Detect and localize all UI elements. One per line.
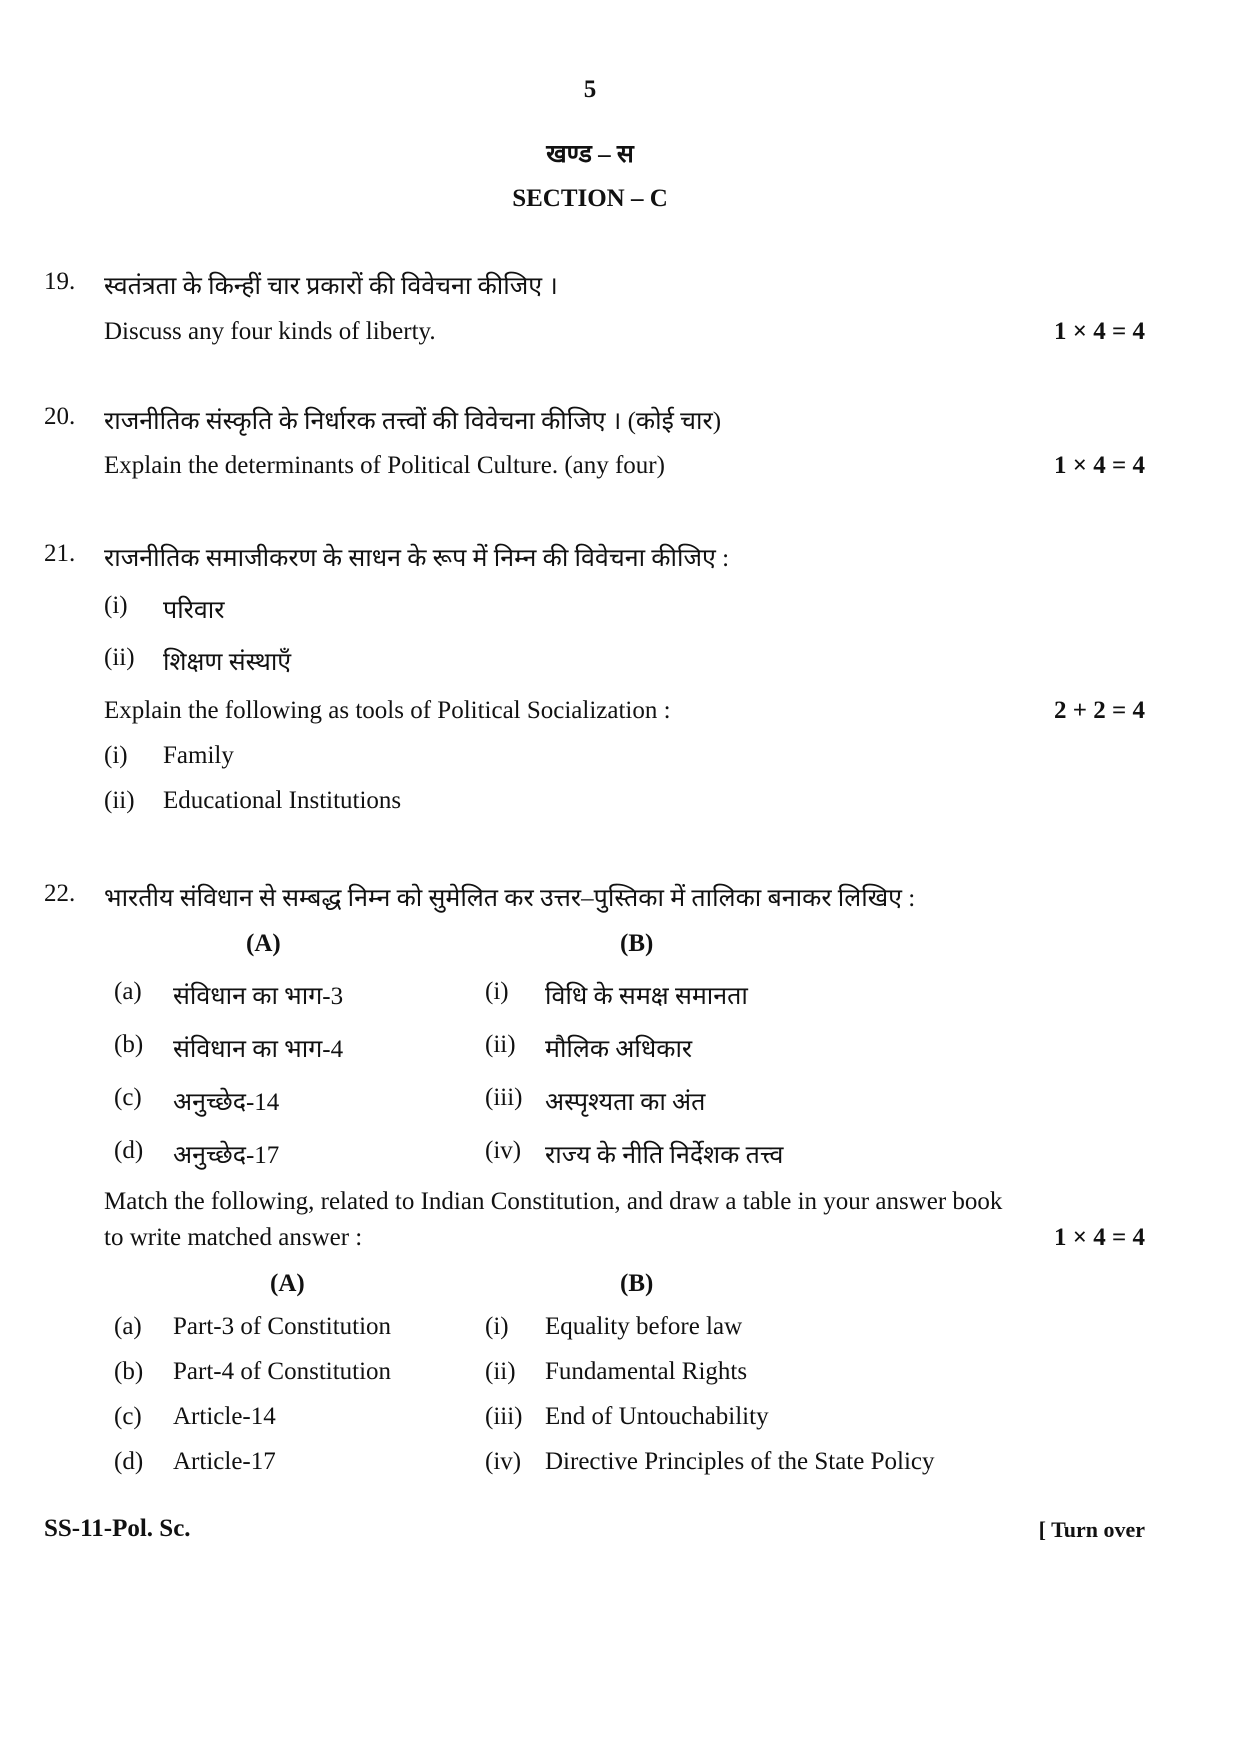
list-item-label: (i) — [104, 592, 128, 619]
question-number: 21. — [44, 540, 76, 567]
match-b-text: Fundamental Rights — [545, 1358, 748, 1385]
page-number: 5 — [583, 76, 597, 103]
match-b-text: Directive Principles of the State Policy — [545, 1448, 935, 1475]
question-text-hindi: भारतीय संविधान से सम्बद्ध निम्न को सुमेलित कर उत्तर–पुस्तिका में तालिका बनाकर लिखिए : — [104, 885, 916, 912]
question-text-hindi: राजनीतिक संस्कृति के निर्धारक तत्त्वों की विवेचना कीजिए । (कोई चार) — [104, 408, 722, 435]
question-text-english: Match the following, related to Indian Constitution, and draw a table in your answer book — [104, 1188, 1003, 1215]
match-a-text: संविधान का भाग-4 — [173, 1036, 344, 1063]
list-item-label: (ii) — [104, 787, 135, 814]
match-b-label: (ii) — [485, 1031, 516, 1058]
question-text-hindi: स्वतंत्रता के किन्हीं चार प्रकारों की विवेचना कीजिए । — [104, 273, 558, 300]
question-marks: 1 × 4 = 4 — [1054, 1224, 1145, 1251]
match-a-text: अनुच्छेद-17 — [173, 1142, 280, 1169]
question-number: 19. — [44, 268, 76, 295]
match-a-label: (b) — [114, 1358, 144, 1385]
list-item-text: Educational Institutions — [163, 787, 402, 814]
match-a-text: Part-3 of Constitution — [173, 1313, 392, 1340]
list-item-text: Family — [163, 742, 234, 769]
match-a-label: (b) — [114, 1031, 144, 1058]
list-item-text: शिक्षण संस्थाएँ — [163, 649, 292, 676]
match-a-text: Article-17 — [173, 1448, 276, 1475]
column-b-heading: (B) — [620, 1270, 654, 1297]
question-number: 20. — [44, 403, 76, 430]
question-text-english-cont: to write matched answer : — [104, 1224, 363, 1251]
match-a-label: (c) — [114, 1403, 142, 1430]
match-b-label: (iv) — [485, 1448, 522, 1475]
question-text-english: Explain the following as tools of Political Socialization : — [104, 697, 671, 724]
section-title-hindi: खण्ड – स — [546, 141, 634, 168]
match-a-label: (d) — [114, 1448, 144, 1475]
match-b-text: अस्पृश्यता का अंत — [545, 1089, 706, 1116]
match-b-text: Equality before law — [545, 1313, 743, 1340]
paper-code: SS-11-Pol. Sc. — [44, 1515, 191, 1542]
match-b-text: राज्य के नीति निर्देशक तत्त्व — [545, 1142, 784, 1169]
match-b-label: (iii) — [485, 1084, 523, 1111]
match-a-text: Article-14 — [173, 1403, 276, 1430]
question-text-hindi: राजनीतिक समाजीकरण के साधन के रूप में निम्न की विवेचना कीजिए : — [104, 545, 730, 572]
match-a-label: (c) — [114, 1084, 142, 1111]
match-b-label: (i) — [485, 978, 509, 1005]
question-marks: 2 + 2 = 4 — [1054, 697, 1145, 724]
question-marks: 1 × 4 = 4 — [1054, 318, 1145, 345]
question-marks: 1 × 4 = 4 — [1054, 452, 1145, 479]
match-a-label: (a) — [114, 978, 142, 1005]
question-text-english: Explain the determinants of Political Culture. (any four) — [104, 452, 665, 479]
match-b-text: End of Untouchability — [545, 1403, 769, 1430]
match-b-label: (i) — [485, 1313, 509, 1340]
match-a-text: संविधान का भाग-3 — [173, 983, 344, 1010]
turn-over-note: [ Turn over — [1038, 1517, 1145, 1542]
match-b-label: (ii) — [485, 1358, 516, 1385]
match-b-label: (iii) — [485, 1403, 523, 1430]
match-a-label: (a) — [114, 1313, 142, 1340]
column-a-heading: (A) — [246, 930, 281, 957]
match-a-label: (d) — [114, 1137, 144, 1164]
list-item-text: परिवार — [163, 597, 225, 624]
section-title-english: SECTION – C — [512, 185, 668, 212]
match-b-text: मौलिक अधिकार — [545, 1036, 693, 1063]
question-text-english: Discuss any four kinds of liberty. — [104, 318, 436, 345]
column-b-heading: (B) — [620, 930, 654, 957]
column-a-heading: (A) — [270, 1270, 305, 1297]
match-b-label: (iv) — [485, 1137, 522, 1164]
question-number: 22. — [44, 880, 76, 907]
match-b-text: विधि के समक्ष समानता — [545, 983, 748, 1010]
match-a-text: अनुच्छेद-14 — [173, 1089, 280, 1116]
list-item-label: (i) — [104, 742, 128, 769]
match-a-text: Part-4 of Constitution — [173, 1358, 392, 1385]
list-item-label: (ii) — [104, 644, 135, 671]
